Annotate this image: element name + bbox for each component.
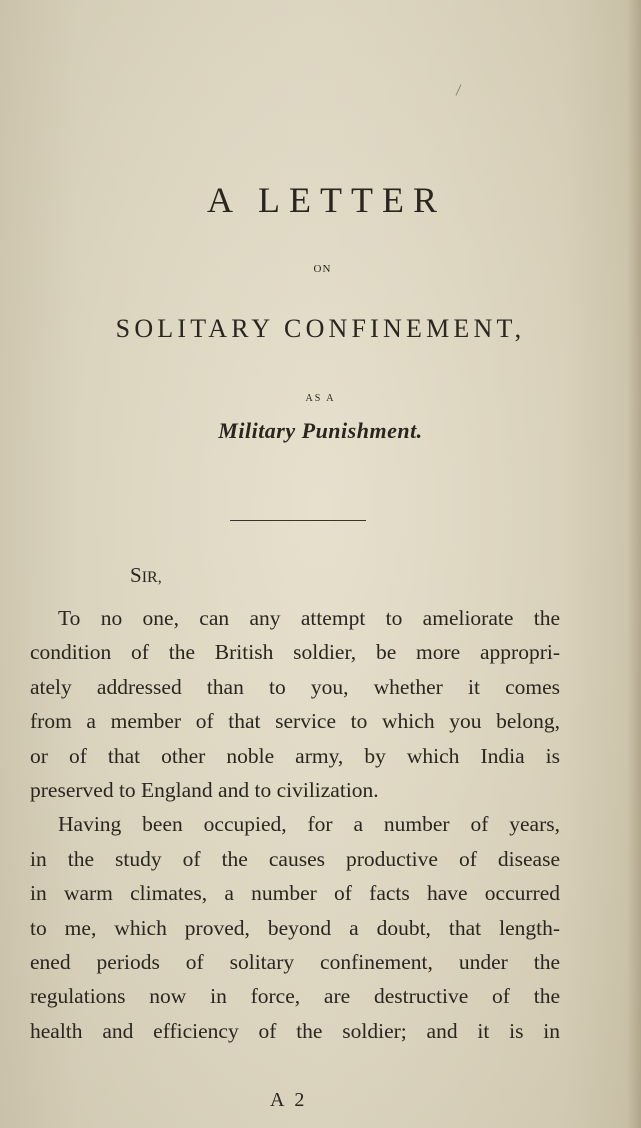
letter-body [30,601,560,1048]
body-line: health and efficiency of the soldier; and it is in [30,1018,560,1043]
page-title: A LETTER [207,180,446,220]
title-connector-as-a: AS A [305,393,336,404]
body-line: condition of the British soldier, be more appropri- [30,640,560,665]
body-line: Having been occupied, for a number of years, [58,812,560,837]
body-line: in warm climates, a number of facts have occurred [30,881,560,906]
body-line: to me, which proved, beyond a doubt, that length- [30,915,560,940]
body-line: from a member of that service to which you belong, [30,709,560,734]
divider-rule [230,520,366,521]
body-line: ened periods of solitary confinement, under the [30,949,560,974]
body-line: or of that other noble army, by which India is [30,743,560,768]
subject-heading: SOLITARY CONFINEMENT, [115,314,526,343]
salutation: SIR, [130,563,162,587]
blackletter-subtitle: Military Punishment. [218,418,423,443]
title-connector-on: ON [313,263,332,275]
body-line: regulations now in force, are destructive of the [30,984,560,1009]
pencil-mark [456,84,462,95]
page-edge-shadow [627,0,641,1128]
body-line: To no one, can any attempt to ameliorate the [58,606,560,630]
body-line: in the study of the causes productive of disease [30,846,560,871]
body-line: ately addressed than to you, whether it comes [30,674,560,699]
signature-mark: A 2 [270,1089,308,1111]
body-line: preserved to England and to civilization. [30,777,379,802]
